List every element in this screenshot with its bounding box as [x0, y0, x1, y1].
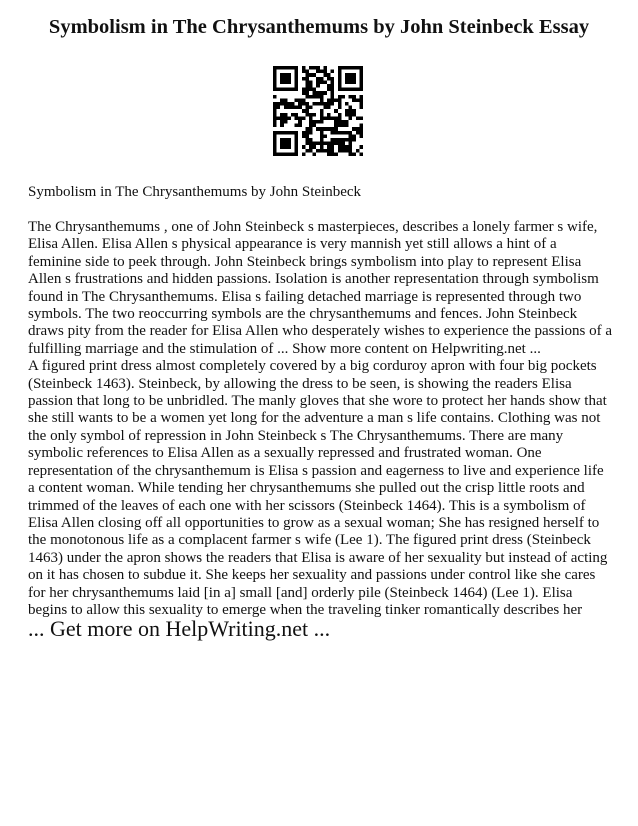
- get-more-link[interactable]: ... Get more on HelpWriting.net ...: [28, 616, 331, 641]
- essay-subtitle: Symbolism in The Chrysanthemums by John Steinbeck: [28, 184, 362, 200]
- essay-body: [28, 219, 612, 619]
- page-title: Symbolism in The Chrysanthemums by John Steinbeck Essay: [48, 16, 590, 38]
- qr-code-icon[interactable]: [273, 66, 363, 156]
- essay-paragraph-2: A figured print dress almost completely covered by a big corduroy apron with four big pockets (Steinbeck 1463). Steinbeck, by allowing the dress to be seen, is showing the readers Elisa passion that long to be unbridled. The manly gloves that she wore to protect her hands show that she still wants to be a women yet long for the adventure a man s life contains. Clothing was not the only symbol of repression in John Steinbeck s The Chrysanthemums. There are many symbolic references to Elisa Allen as a sexually repressed and frustrated woman. One representation of the chrysanthemum is Elisa s passion and eagerness to live and experience life a content woman. While tending her chrysanthemums she pulled out the crisp little roots and trimmed of the leaves of each one with her scissors (Steinbeck 1464). This is a symbolism of Elisa Allen closing off all opportunities to grow as a sexual woman; She has resigned herself to the monotonous life as a complacent farmer s wife (Lee 1). The figured print dress (Steinbeck 1463) under the apron shows the readers that Elisa is aware of her sexuality but instead of acting on it has chosen to subdue it. She keeps her sexuality and passions under control like she cares for her chrysanthemums laid [in a] small [and] orderly pile (Steinbeck 1464) (Lee 1). Elisa begins to allow this sexuality to emerge when the traveling tinker romantically describes her: [28, 358, 608, 618]
- essay-paragraph-1: The Chrysanthemums , one of John Steinbeck s masterpieces, describes a lonely farmer s wife, Elisa Allen. Elisa Allen s physical appearance is very mannish yet still allows a hint of a feminine side to peek through. John Steinbeck brings symbolism into play to represent Elisa Allen s frustrations and hidden passions. Isolation is another representation through symbolism found in The Chrysanthemums. Elisa s failing detached marriage is represented through two symbols. The two reoccurring symbols are the chrysanthemums and fences. John Steinbeck draws pity from the reader for Elisa Allen who desperately wishes to experience the passions of a fulfilling marriage and the stimulation of ... Show more content on Helpwriting.net ...: [28, 219, 612, 357]
